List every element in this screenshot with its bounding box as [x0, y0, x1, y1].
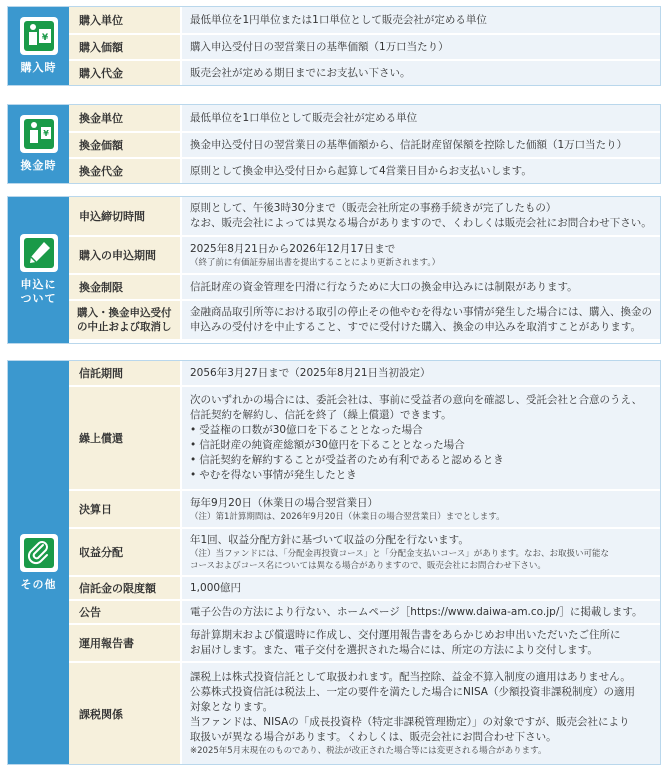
row-value: 毎年9月20日（休業日の場合翌営業日） （注）第1計算期間は、2026年9月20日（休業日の場合翌営業日）までとします。 [182, 491, 660, 527]
table-row [69, 299, 660, 339]
row-label: 換金制限 [69, 275, 182, 299]
table-row [69, 157, 660, 183]
section-header-purchase [8, 7, 69, 85]
table-row [69, 661, 660, 764]
row-label: 信託期間 [69, 361, 182, 385]
table-row [69, 489, 660, 527]
list-item: • 信託財産の純資産総額が30億円を下ることとなった場合 [190, 438, 654, 453]
row-label: 申込締切時間 [69, 197, 182, 235]
row-value: 2056年3月27日まで（2025年8月21日当初設定） [182, 361, 660, 385]
row-label: 課税関係 [69, 663, 182, 764]
table-row [69, 197, 660, 235]
row-label: 購入・換金申込受付 の中止および取消し [69, 301, 182, 339]
table-row [69, 575, 660, 599]
row-label: 繰上償還 [69, 387, 182, 489]
table-row [69, 105, 660, 131]
row-value: 換金申込受付日の翌営業日の基準価額から、信託財産留保額を控除した価額（1万口当たり） [182, 133, 660, 157]
section-header-application [8, 197, 69, 343]
section-title: 申込に ついて [20, 278, 57, 305]
table-row [69, 131, 660, 157]
row-label: 運用報告書 [69, 625, 182, 661]
row-label: 購入単位 [69, 7, 182, 33]
row-value: 電子公告の方法により行ない、ホームページ［https://www.daiwa-am.co.jp/］に掲載します。 [182, 601, 660, 623]
section-header-other [8, 361, 69, 764]
row-value: 課税上は株式投資信託として取扱われます。配当控除、益金不算入制度の適用はありません。 公募株式投資信託は税法上、一定の要件を満たした場合にNISA（少額投資非課税制度）の適用 対象となります。 当ファンドは、NISAの「成長投資枠（特定非課税管理勘定）」の対象ですが、販売会社により 取扱いが異なる場合があります。くわしくは、販売会社にお問合わせ下さい。 ※2025年5月末現在のものであり、税法が改正された場合等には変更される場合があります。 [182, 663, 660, 764]
list-item: • やむを得ない事情が発生したとき [190, 468, 654, 483]
section-header-redemption [8, 105, 69, 183]
row-value: 次のいずれかの場合には、委託会社は、事前に受益者の意向を確認し、受託会社と合意のうえ、 信託契約を解約し、信託を終了（繰上償還）できます。 • 受益権の口数が30億口を下ることとなった場合 • 信託財産の純資産総額が30億円を下ることとなった場合 • 信託契約を解約することが受益者のため有利であると認めるとき • やむを得ない事情が発生したとき [182, 387, 660, 489]
row-label: 換金単位 [69, 105, 182, 131]
section-redemption [7, 104, 661, 184]
row-value: 原則として、午後3時30分まで（販売会社所定の事務手続きが完了したもの） なお、販売会社によっては異なる場合がありますので、くわしくは販売会社にお問合わせ下さい。 [182, 197, 660, 235]
buy-yen-icon [20, 17, 58, 55]
section-application [7, 196, 661, 344]
section-title: 購入時 [20, 61, 57, 74]
table-row [69, 273, 660, 299]
row-label: 収益分配 [69, 529, 182, 575]
paperclip-icon [20, 534, 58, 572]
row-label: 換金価額 [69, 133, 182, 157]
row-label: 換金代金 [69, 159, 182, 183]
section-title: その他 [20, 577, 57, 591]
table-row [69, 235, 660, 273]
row-value: 金融商品取引所等における取引の停止その他やむを得ない事情が発生した場合には、購入、換金の 申込みの受付けを中止すること、すでに受付けた購入、換金の申込みを取消すことがあります。 [182, 301, 660, 339]
section-purchase [7, 6, 661, 86]
list-item: • 信託契約を解約することが受益者のため有利であると認めるとき [190, 453, 654, 468]
row-label: 購入価額 [69, 35, 182, 59]
svg-text:¥: ¥ [41, 33, 48, 43]
row-value: 2025年8月21日から2026年12月17日まで （終了前に有価証券届出書を提出することにより更新されます。） [182, 237, 660, 273]
table-row [69, 59, 660, 85]
table-row [69, 385, 660, 489]
table-row [69, 7, 660, 33]
row-label: 公告 [69, 601, 182, 623]
row-value: 販売会社が定める期日までにお支払い下さい。 [182, 61, 660, 85]
table-row [69, 33, 660, 59]
row-label: 購入の申込期間 [69, 237, 182, 273]
table-row [69, 599, 660, 623]
row-value: 最低単位を1円単位または1口単位として販売会社が定める単位 [182, 7, 660, 33]
section-other [7, 360, 661, 765]
row-value: 購入申込受付日の翌営業日の基準価額（1万口当たり） [182, 35, 660, 59]
svg-text:¥: ¥ [42, 129, 49, 138]
row-label: 信託金の限度額 [69, 577, 182, 599]
row-label: 購入代金 [69, 61, 182, 85]
row-value: 毎計算期末および償還時に作成し、交付運用報告書をあらかじめお申出いただいたご住所に お届けします。また、電子交付を選択された場合には、所定の方法により交付します。 [182, 625, 660, 661]
exchange-yen-icon [20, 115, 58, 153]
row-label: 決算日 [69, 491, 182, 527]
pen-icon [20, 234, 58, 272]
section-title: 換金時 [20, 159, 57, 172]
row-value: 1,000億円 [182, 577, 660, 599]
row-value: 最低単位を1口単位として販売会社が定める単位 [182, 105, 660, 131]
table-row [69, 623, 660, 661]
table-row [69, 361, 660, 385]
list-item: • 受益権の口数が30億口を下ることとなった場合 [190, 423, 654, 438]
table-row [69, 527, 660, 575]
row-value: 年1回、収益分配方針に基づいて収益の分配を行ないます。 （注）当ファンドには、「分配金再投資コース」と「分配金支払いコース」があります。なお、お取扱い可能な コースおよびコース名については異なる場合がありますので、販売会社にお問合わせ下さい。 [182, 529, 660, 575]
row-value: 信託財産の資金管理を円滑に行なうために大口の換金申込みには制限があります。 [182, 275, 660, 299]
row-value: 原則として換金申込受付日から起算して4営業日目からお支払いします。 [182, 159, 660, 183]
